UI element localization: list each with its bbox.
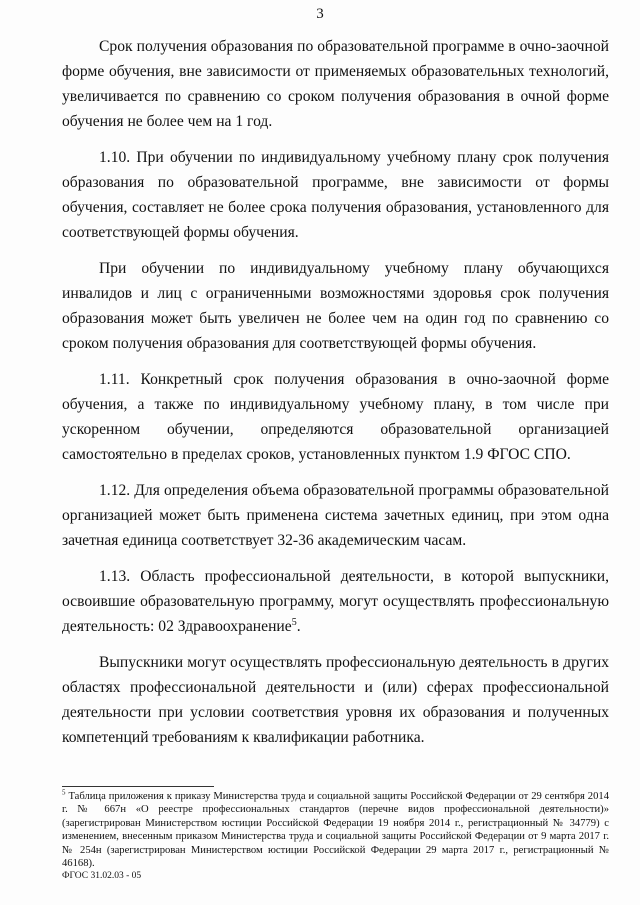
footnote-5 xyxy=(62,790,609,870)
paragraph-graduates-other-areas: Выпускники могут осуществлять профессиональную деятельность в других областях профессиональной деятельности и (или) сферах профессиональной деятельности при условии соответствия уровня их образования и полученных компетенций требованиям к квалификации работника. xyxy=(62,654,609,746)
footnotes xyxy=(62,790,609,882)
footnote-marker: 5 xyxy=(62,788,66,797)
footnote-text: Таблица приложения к приказу Министерства труда и социальной защиты Российской Федерации от 29 сентября 2014 г. № 667н «О реестре профессиональных стандартов (перечне видов профессиональной деятельности)» (зарегистрирован Министерством юстиции Российской Федерации 19 ноября 2014 г., регистрационный № 34779) с изменением, внесенным приказом Министерства труда и социальной защиты Российской Федерации от 9 марта 2017 г. № 254н (зарегистрирован Министерством юстиции Российской Федерации 29 марта 2017 г., регистрационный № 46168). xyxy=(62,791,609,870)
paragraph-1-13-end: . xyxy=(296,618,301,635)
paragraph-study-period-part-time: Срок получения образования по образовательной программе в очно-заочной форме обучения, вне зависимости от применяемых образовательных технологий, увеличивается по сравнению со сроком получения образования в очной форме обучения не более чем на 1 год. xyxy=(62,38,609,130)
document-body xyxy=(62,34,609,761)
paragraph-1-13-text: 1.13. Область профессиональной деятельности, в которой выпускники, освоившие образовательную программу, могут осуществлять профессиональную деятельность: 02 Здравоохранение xyxy=(62,568,609,635)
footnote-reference: 5 xyxy=(291,616,297,628)
page-number: 3 xyxy=(316,6,324,22)
paragraph-1-11: 1.11. Конкретный срок получения образования в очно-заочной форме обучения, а также по индивидуальному учебному плану, в том числе при ускоренном обучении, определяются образовательной организацией самостоятельно в пределах сроков, установленных пунктом 1.9 ФГОС СПО. xyxy=(62,371,609,463)
footnote-separator xyxy=(62,786,214,787)
paragraph-1-13 xyxy=(62,564,609,639)
document-code: ФГОС 31.02.03 - 05 xyxy=(62,871,142,882)
paragraph-1-10: 1.10. При обучении по индивидуальному учебному плану срок получения образования по образовательной программе, вне зависимости от формы обучения, составляет не более срока получения образования, установленного для соответствующей формы обучения. xyxy=(62,149,609,241)
paragraph-1-12: 1.12. Для определения объема образовательной программы образовательной организацией может быть применена система зачетных единиц, при этом одна зачетная единица соответствует 32-36 академическим часам. xyxy=(62,482,609,549)
paragraph-disabled-students: При обучении по индивидуальному учебному плану обучающихся инвалидов и лиц с ограниченными возможностями здоровья срок получения образования может быть увеличен не более чем на один год по сравнению со сроком получения образования для соответствующей формы обучения. xyxy=(62,260,609,352)
